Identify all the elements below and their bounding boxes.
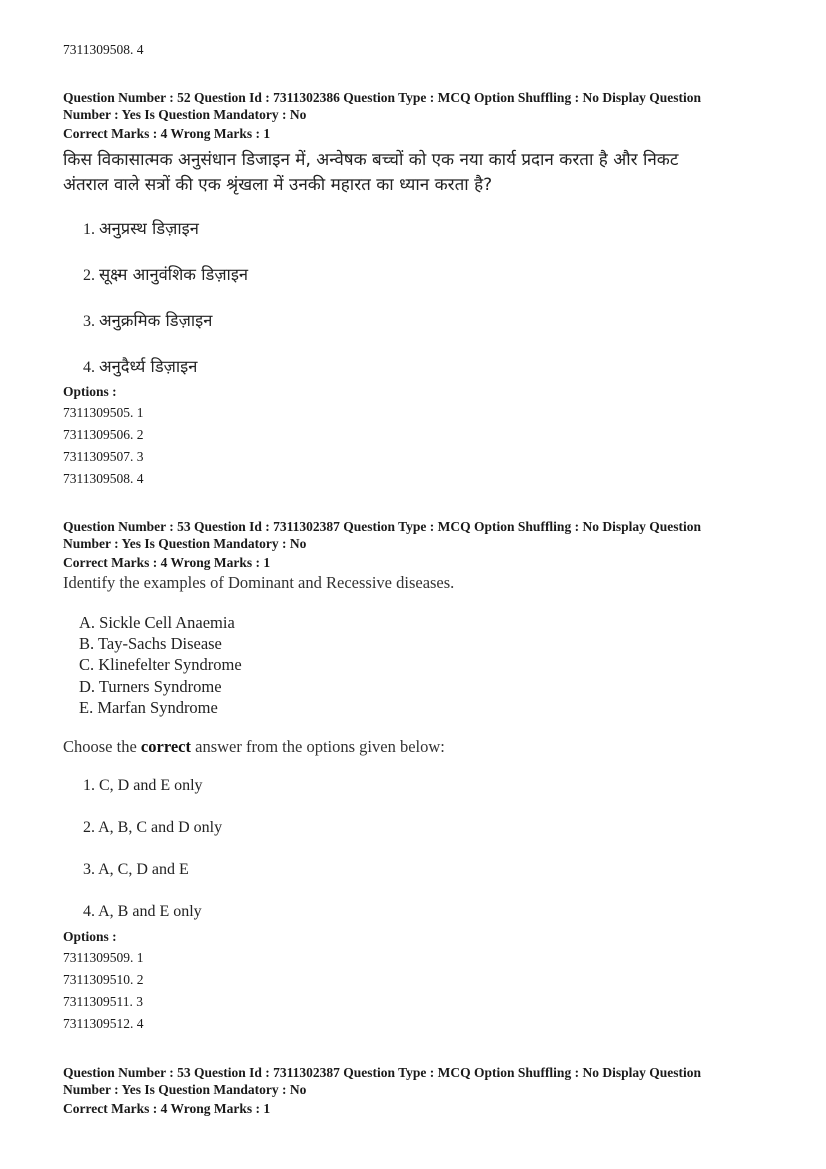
q52-choice-3	[83, 308, 212, 331]
q53-choice-1: 1. C, D and E only	[83, 777, 203, 794]
q53-instruction	[63, 737, 445, 757]
q52-option-code-4: 7311309508. 4	[63, 471, 144, 486]
q53-meta	[63, 518, 763, 552]
q52-choice-3-num: 3.	[83, 313, 95, 330]
q52-choice-2-num: 2.	[83, 267, 95, 284]
q53-statement-e: E. Marfan Syndrome	[79, 698, 218, 717]
q53-statement-b: B. Tay-Sachs Disease	[79, 634, 222, 653]
q53-statement-d: D. Turners Syndrome	[79, 677, 222, 696]
q53-meta-line2: Number : Yes Is Question Mandatory : No	[63, 536, 307, 551]
q52-meta	[63, 89, 763, 123]
q53-option-code-3: 7311309511. 3	[63, 994, 143, 1009]
q53-repeat-marks: Correct Marks : 4 Wrong Marks : 1	[63, 1101, 271, 1116]
q52-option-code-3: 7311309507. 3	[63, 449, 144, 464]
q53-statement-c: C. Klinefelter Syndrome	[79, 655, 242, 674]
q53-options-label: Options :	[63, 929, 117, 944]
q52-option-code-2: 7311309506. 2	[63, 427, 144, 442]
q53-choice-2: 2. A, B, C and D only	[83, 819, 223, 836]
q53-choice-4: 4. A, B and E only	[83, 903, 202, 920]
q52-meta-line1: Question Number : 52 Question Id : 7311302386 Question Type : MCQ Option Shuffling : No Display Question	[63, 90, 701, 105]
q53-instruction-bold: correct	[140, 737, 191, 756]
q52-choice-2-text: सूक्ष्म आनुवंशिक डिज़ाइन	[99, 265, 249, 284]
q53-option-code-1: 7311309509. 1	[63, 950, 144, 965]
q53-statement-a: A. Sickle Cell Anaemia	[79, 613, 235, 632]
q52-choice-1	[83, 216, 199, 239]
q52-question-text	[63, 148, 773, 198]
q52-choice-1-num: 1.	[83, 221, 95, 238]
q53-repeat-meta-line2: Number : Yes Is Question Mandatory : No	[63, 1082, 307, 1097]
q52-meta-line2: Number : Yes Is Question Mandatory : No	[63, 107, 307, 122]
q52-question-line1: किस विकासात्मक अनुसंधान डिजाइन में, अन्वेषक बच्चों को एक नया कार्य प्रदान करता है और निकट	[63, 150, 679, 170]
q52-option-code-1: 7311309505. 1	[63, 405, 144, 420]
q52-choice-2	[83, 262, 248, 285]
q53-choice-3: 3. A, C, D and E	[83, 861, 189, 878]
q52-marks: Correct Marks : 4 Wrong Marks : 1	[63, 126, 271, 141]
q53-marks: Correct Marks : 4 Wrong Marks : 1	[63, 555, 271, 570]
q53-option-code-4: 7311309512. 4	[63, 1016, 144, 1031]
q53-meta-line1: Question Number : 53 Question Id : 7311302387 Question Type : MCQ Option Shuffling : No Display Question	[63, 519, 701, 534]
q52-choice-4-num: 4.	[83, 359, 95, 376]
q53-instruction-pre: Choose the	[63, 737, 141, 756]
q52-choice-4	[83, 354, 197, 377]
q52-choice-1-text: अनुप्रस्थ डिज़ाइन	[99, 219, 199, 238]
q53-repeat-meta	[63, 1064, 763, 1098]
q53-question-text: Identify the examples of Dominant and Recessive diseases.	[63, 573, 455, 592]
q52-options-label: Options :	[63, 384, 117, 399]
q52-choice-3-text: अनुक्रमिक डिज़ाइन	[99, 311, 213, 330]
q53-instruction-post: answer from the options given below:	[191, 737, 445, 756]
header-answer-code: 7311309508. 4	[63, 42, 144, 57]
q52-choice-4-text: अनुदैर्ध्य डिज़ाइन	[99, 357, 198, 376]
q53-repeat-meta-line1: Question Number : 53 Question Id : 7311302387 Question Type : MCQ Option Shuffling : No Display Question	[63, 1065, 701, 1080]
q53-option-code-2: 7311309510. 2	[63, 972, 144, 987]
q52-question-line2: अंतराल वाले सत्रों की एक श्रृंखला में उनकी महारत का ध्यान करता है?	[63, 175, 493, 195]
